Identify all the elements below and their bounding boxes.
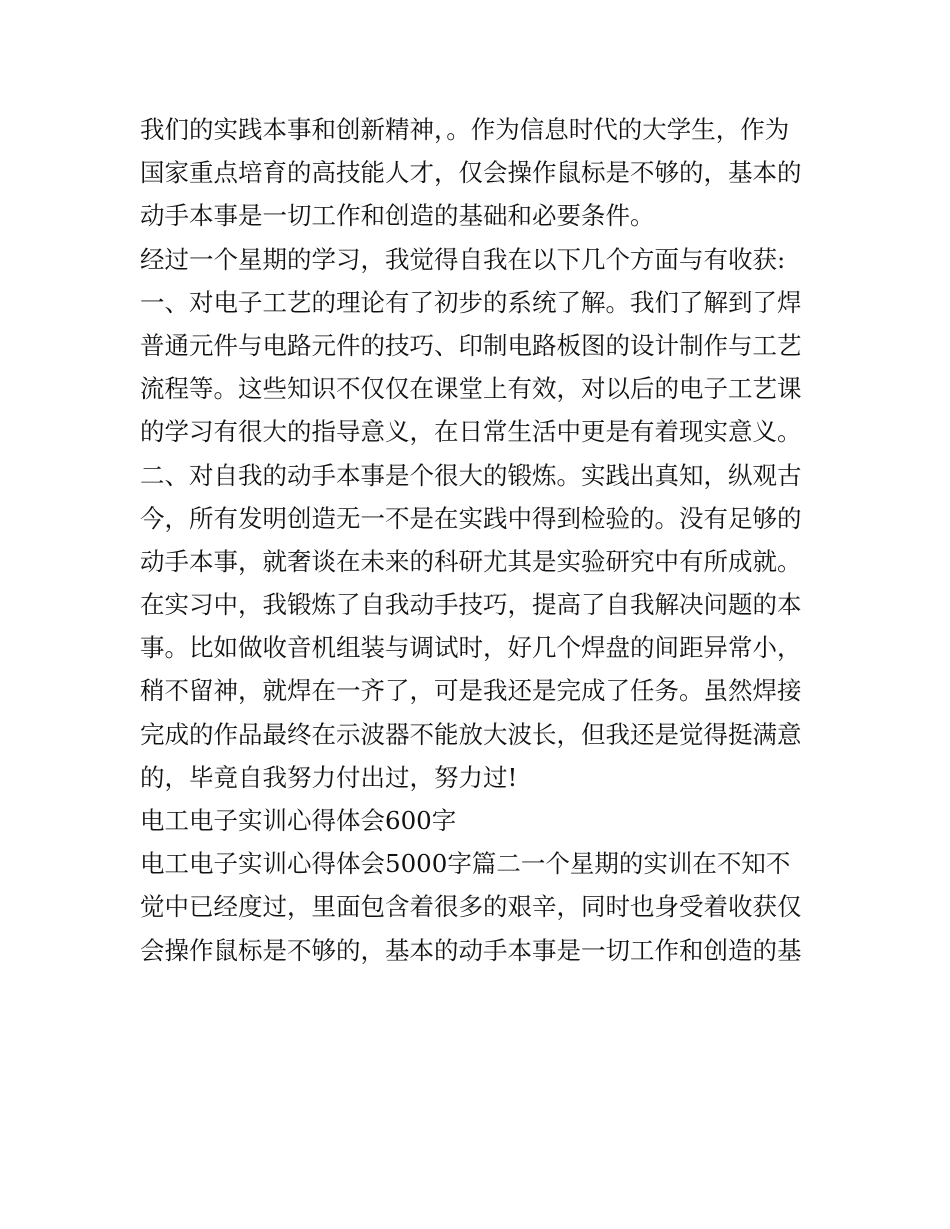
section-heading: 电工电子实训心得体会600字 (140, 806, 457, 835)
text-line: 觉中已经度过，里面包含着很多的艰辛，同时也身受着收获仅 (140, 892, 802, 922)
text-line: 在实习中，我锻炼了自我动手技巧，提高了自我解决问题的本 (140, 590, 802, 620)
text-line: 一、对电子工艺的理论有了初步的系统了解。我们了解到了焊 (140, 287, 802, 317)
text-line: 二、对自我的动手本事是个很大的锻炼。实践出真知，纵观古 (140, 460, 802, 490)
text-line: 流程等。这些知识不仅仅在课堂上有效，对以后的电子工艺课 (140, 374, 802, 404)
text-line: 的学习有很大的指导意义，在日常生活中更是有着现实意义。 (140, 417, 802, 447)
text-line: 的，毕竟自我努力付出过，努力过! (140, 762, 518, 792)
text-line: 事。比如做收音机组装与调试时，好几个焊盘的间距异常小， (140, 633, 802, 663)
document-body (140, 108, 816, 972)
text-line: 普通元件与电路元件的技巧、印制电路板图的设计制作与工艺 (140, 330, 802, 360)
text-line: 国家重点培育的高技能人才，仅会操作鼠标是不够的，基本的 (140, 158, 802, 188)
text-line: 完成的作品最终在示波器不能放大波长，但我还是觉得挺满意 (140, 719, 802, 749)
text-line: 今，所有发明创造无一不是在实践中得到检验的。没有足够的 (140, 503, 802, 533)
text-line: 稍不留神，就焊在一齐了，可是我还是完成了任务。虽然焊接 (140, 676, 802, 706)
text-line: 经过一个星期的学习，我觉得自我在以下几个方面与有收获: (140, 244, 786, 274)
text-line: 动手本事是一切工作和创造的基础和必要条件。 (140, 201, 655, 231)
text-line: 我们的实践本事和创新精神，。作为信息时代的大学生，作为 (140, 115, 790, 144)
text-line: 动手本事，就奢谈在未来的科研尤其是实验研究中有所成就。 (140, 546, 802, 576)
text-line: 会操作鼠标是不够的，基本的动手本事是一切工作和创造的基 (140, 935, 802, 965)
text-line: 电工电子实训心得体会5000字篇二一个星期的实训在不知不 (140, 849, 791, 879)
